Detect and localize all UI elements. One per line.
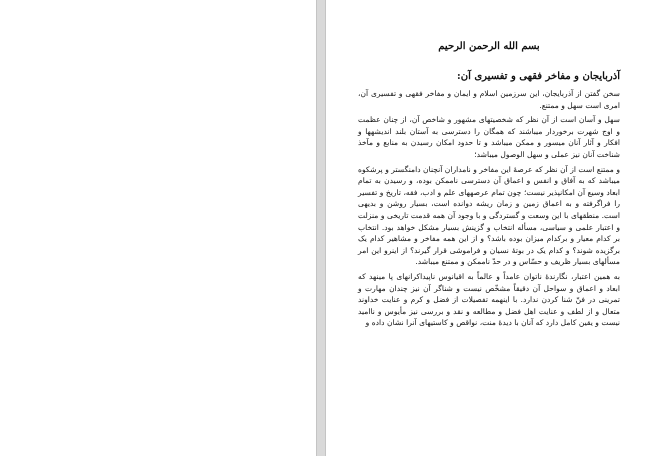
section-heading: آذربایجان و مفاخر فقهی و تفسیری آن: xyxy=(457,71,620,82)
left-page xyxy=(0,0,316,456)
page-gutter xyxy=(316,0,326,456)
paragraph-3: و ممتنع است از آن نظر که عرصهٔ این مفاخر و نامداران آنچنان دامنگستر و پرشکوه میباشد که به آفاق و انفس و اعماق آن دسترسی ناممکن بوده، و رسیدن به تمام ابعاد وسیع آن امکانپذیر نیست؛ چون تمام عرصههای علم و ادب، فقه، تاریخ و تفسیر را فراگرفته و به اعماق زمین و زمان ریشه دوانده است، بسیار روشن و بدیهی است. منطقهای با این وسعت و گستردگی و با وجود آن همه قدمت تاریخی و منزلت و اعتبار علمی و سیاسی، مسأله انتخاب و گزینش بسیار مشکل خواهد بود. انتخاب بر کدام معیار و برکدام میزان بوده باشد؟ و از این همه مفاخر و مشاهیر کدام یک برگزیده شوند؟ و کدام یک در بوتهٔ نسیان و فراموشی قرار گیرند؟ از اینرو این امر مسألهای بسیار ظریف و حسّاس و در حدّ ناممکن و ممتنع میباشد. xyxy=(358,164,620,267)
paragraph-1: سخن گفتن از آذربایجان، این سرزمین اسلام و ایمان و مفاخر فقهی و تفسیری آن، امری است سهل و ممتنع. xyxy=(358,89,620,110)
paragraph-4: به همین اعتبار، نگارندهٔ ناتوان عامداً و عالماً به اقیانوس ناپیداکرانهای پا مینهد که ابعاد و اعماق و سواحل آن دقیقاً مشخّص نیست و شناگر آن نیز چندان مهارت و تمرینی در فنّ شنا کردن ندارد. با اینهمه تفصیلات از فضل و کرم و عنایت خداوند متعال و از لطف و عنایت اهل فضل و مطالعه و نقد و بررسی نیز مأیوس و ناامید نیست و یقین کامل دارد که آنان با دیدهٔ منت، نواقص و کاستیهای آنرا نشان داده و xyxy=(358,271,620,328)
basmala: بسم الله الرحمن الرحيم xyxy=(438,41,540,52)
page-content xyxy=(358,40,620,332)
document-page xyxy=(326,0,654,456)
paragraph-2: سهل و آسان است از آن نظر که شخصیتهای مشهور و شاخص آن، از چنان عظمت و اوج شهرت برخوردار میباشند که همگان را دسترسی به آستان بلند اندیشهها و افکار و آثار آنان میسور و ممکن میباشد و تا حدود امکان رسیدن به منابع و مآخذ شناخت آنان نیز عملی و سهل الوصول میباشد؛ xyxy=(358,115,620,159)
